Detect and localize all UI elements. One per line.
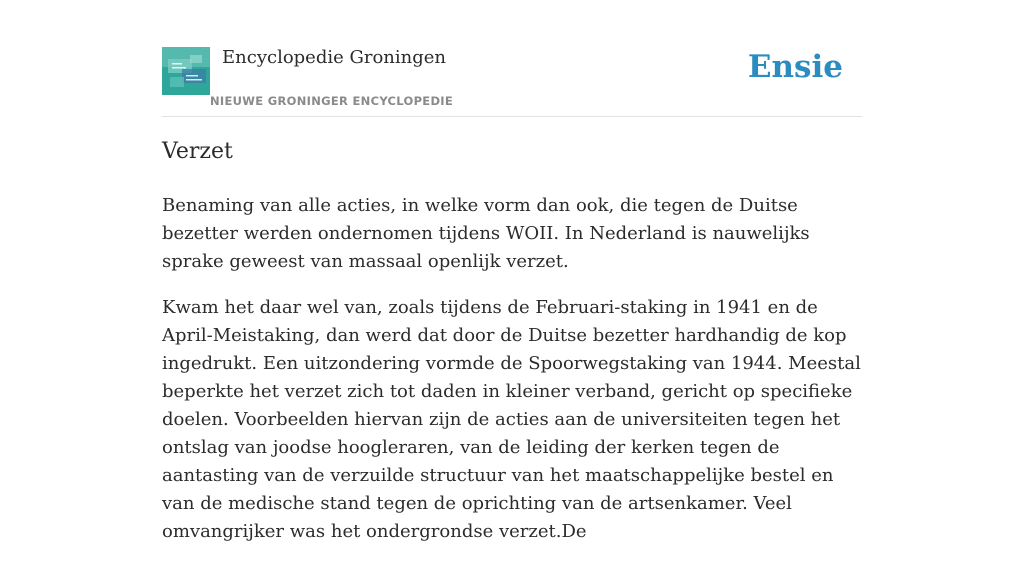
entry-paragraph: Kwam het daar wel van, zoals tijdens de Februari-staking in 1941 en de April-Meistaking, dan werd dat door de Duitse bezetter hardhandig de kop ingedrukt. Een uitzondering vormde de Spoorwegstaking van 1944. Meestal beperkte het verzet zich tot daden in kleiner verband, gericht op specifieke doelen. Voorbeelden hiervan zijn de acties aan de universiteiten tegen het ontslag van joodse hoogleraren, van de leiding der kerken tegen de aantasting van de verzuilde structuur van het maatschappelijke bestel en van de medische stand tegen de oprichting van de artsenkamer. Veel omvangrijker was het ondergrondse verzet.De	[162, 297, 861, 542]
logo-graphic	[162, 47, 210, 95]
entry-content	[162, 192, 864, 564]
entry-title: Verzet	[162, 139, 233, 164]
book-title[interactable]: Encyclopedie Groningen	[222, 47, 447, 68]
encyclopedia-header	[162, 46, 862, 117]
ensie-brand-link[interactable]: Ensie	[747, 49, 843, 85]
book-subtitle: NIEUWE GRONINGER ENCYCLOPEDIE	[210, 94, 454, 108]
encyclopedie-groningen-logo-icon[interactable]	[162, 47, 210, 95]
entry-paragraph: Benaming van alle acties, in welke vorm dan ook, die tegen de Duitse bezetter werden ondernomen tijdens WOII. In Nederland is nauwelijks sprake geweest van massaal openlijk verzet.	[162, 195, 810, 272]
